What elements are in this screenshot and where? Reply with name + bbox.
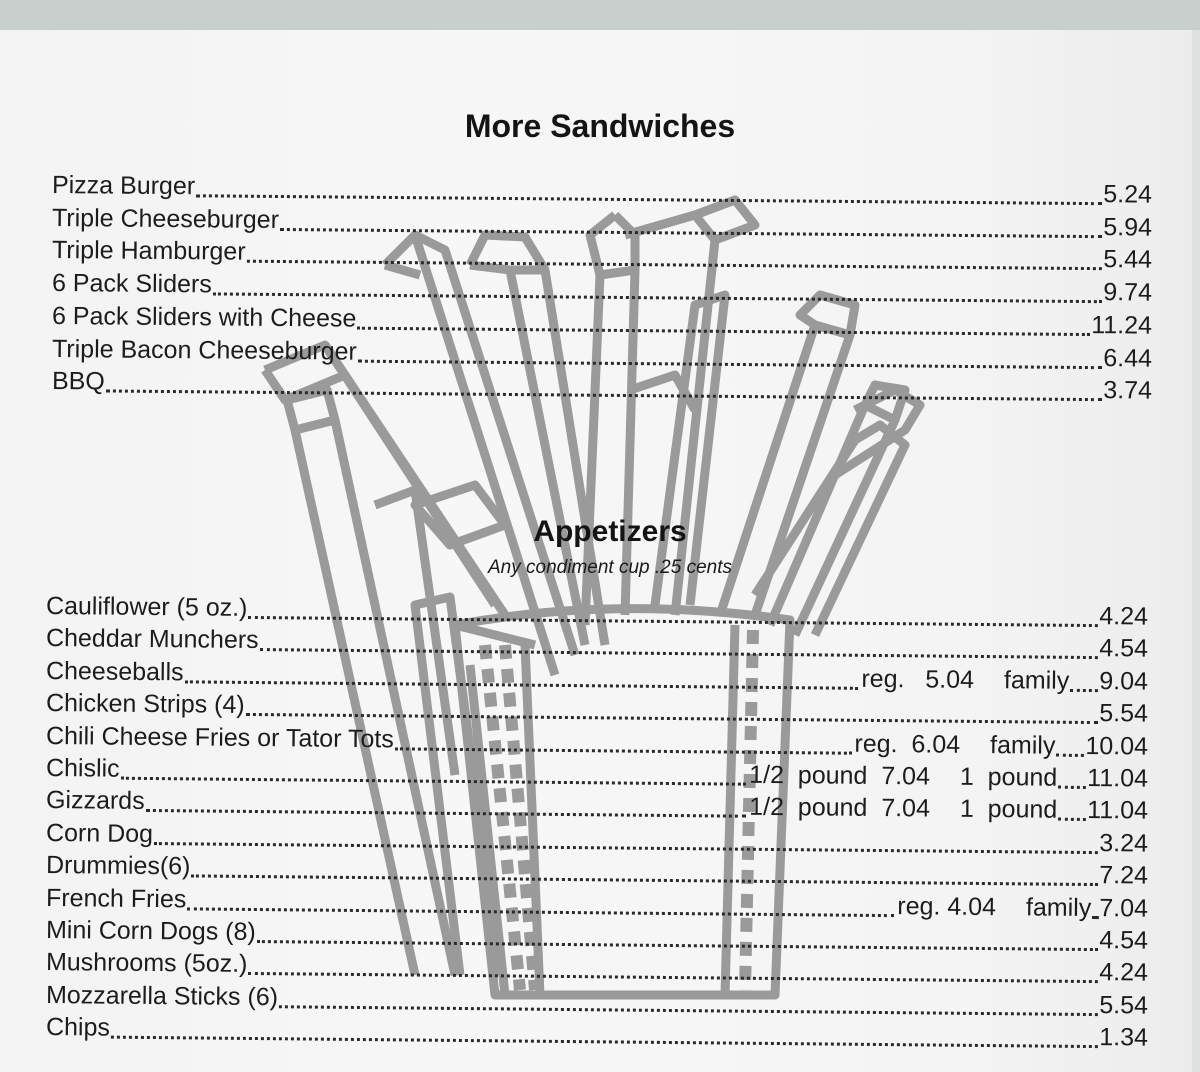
dot-leader xyxy=(260,648,1099,659)
section-title-sandwiches: More Sandwiches xyxy=(464,108,736,144)
item-name: Triple Cheeseburger xyxy=(51,203,280,234)
item-name: 6 Pack Sliders with Cheese xyxy=(51,301,357,333)
item-price: 4.24 xyxy=(1099,602,1149,631)
item-price: 3.74 xyxy=(1103,376,1153,405)
item-price: 9.74 xyxy=(1103,278,1153,307)
dot-leader xyxy=(154,842,1098,854)
item-name: Mini Corn Dogs (8) xyxy=(45,916,256,947)
dot-leader xyxy=(1092,916,1098,919)
item-price: 5.94 xyxy=(1103,212,1153,242)
dot-leader xyxy=(1070,689,1098,692)
dot-leader xyxy=(279,1005,1098,1016)
item-name: BBQ xyxy=(51,367,105,396)
dot-leader xyxy=(1058,786,1086,789)
item-option-regular: reg. 6.04 xyxy=(854,729,961,759)
item-option-large-label: family xyxy=(1025,893,1092,922)
dot-leader xyxy=(121,777,747,786)
item-price: 5.44 xyxy=(1103,245,1153,274)
item-name: Mushrooms (5oz.) xyxy=(45,948,248,979)
dot-leader xyxy=(196,194,1102,205)
dot-leader xyxy=(185,680,859,689)
item-name: Chili Cheese Fries or Tator Tots xyxy=(45,721,394,753)
dot-leader xyxy=(248,972,1098,983)
dot-leader xyxy=(248,616,1098,627)
item-price: 3.24 xyxy=(1099,828,1149,858)
item-option-large-label: 1 pound xyxy=(959,762,1058,792)
item-name: Chips xyxy=(45,1013,111,1042)
dot-leader xyxy=(191,875,1098,887)
item-name: Cheddar Munchers xyxy=(45,624,259,655)
item-name: Chicken Strips (4) xyxy=(45,689,245,720)
item-option-large-price: 11.04 xyxy=(1087,796,1149,825)
item-option-regular: 1/2 pound 7.04 xyxy=(749,793,931,823)
item-name: Triple Hamburger xyxy=(51,236,246,267)
item-name: Triple Bacon Cheeseburger xyxy=(51,334,357,366)
item-option-large-label: family xyxy=(1003,665,1070,695)
item-price: 7.24 xyxy=(1099,861,1149,890)
page-edge xyxy=(1192,30,1200,1072)
item-name: Drummies(6) xyxy=(45,851,191,881)
dot-leader xyxy=(111,1036,1098,1048)
section-title-appetizers: Appetizers xyxy=(533,515,687,548)
item-name: Corn Dog xyxy=(45,818,154,848)
item-name: French Fries xyxy=(45,883,187,913)
dot-leader xyxy=(1058,818,1086,821)
item-option-regular: reg. 5.04 xyxy=(861,664,975,694)
item-option-large-price: 9.04 xyxy=(1099,666,1149,696)
dot-leader xyxy=(106,390,1103,402)
item-name: Chislic xyxy=(45,754,120,783)
item-name: 6 Pack Sliders xyxy=(51,269,212,299)
item-price: 1.34 xyxy=(1099,1023,1149,1052)
item-price: 4.24 xyxy=(1099,958,1149,987)
item-option-regular: 1/2 pound 7.04 xyxy=(749,760,931,791)
dot-leader xyxy=(246,713,1099,724)
item-option-large-label: family xyxy=(989,730,1056,760)
item-option-large-label: 1 pound xyxy=(959,795,1058,825)
dot-leader xyxy=(257,940,1099,951)
item-price: 5.24 xyxy=(1103,180,1153,209)
item-option-regular: reg. 4.04 xyxy=(897,891,997,921)
item-option-large-price: 7.04 xyxy=(1099,893,1149,923)
dot-leader xyxy=(1056,753,1084,756)
item-price: 5.54 xyxy=(1099,990,1149,1020)
dot-leader xyxy=(213,292,1103,303)
appetizers-note: Any condiment cup .25 cents xyxy=(488,557,732,578)
dot-leader xyxy=(146,809,747,818)
dot-leader xyxy=(280,228,1102,238)
item-price: 5.54 xyxy=(1099,699,1149,728)
dot-leader xyxy=(247,260,1103,270)
dot-leader xyxy=(187,907,894,917)
dot-leader xyxy=(358,359,1103,368)
item-name: Cauliflower (5 oz.) xyxy=(45,592,248,622)
dot-leader xyxy=(357,326,1090,335)
dot-leader xyxy=(395,747,852,754)
item-price: 11.24 xyxy=(1091,310,1153,340)
item-name: Mozzarella Sticks (6) xyxy=(45,980,279,1012)
item-price: 4.54 xyxy=(1099,634,1149,663)
item-name: Gizzards xyxy=(45,786,145,816)
item-price: 6.44 xyxy=(1103,343,1153,373)
item-price: 4.54 xyxy=(1099,926,1149,955)
item-option-large-price: 10.04 xyxy=(1085,731,1149,761)
item-option-large-price: 11.04 xyxy=(1087,763,1149,793)
item-name: Pizza Burger xyxy=(51,171,196,201)
item-name: Cheeseballs xyxy=(45,656,184,687)
